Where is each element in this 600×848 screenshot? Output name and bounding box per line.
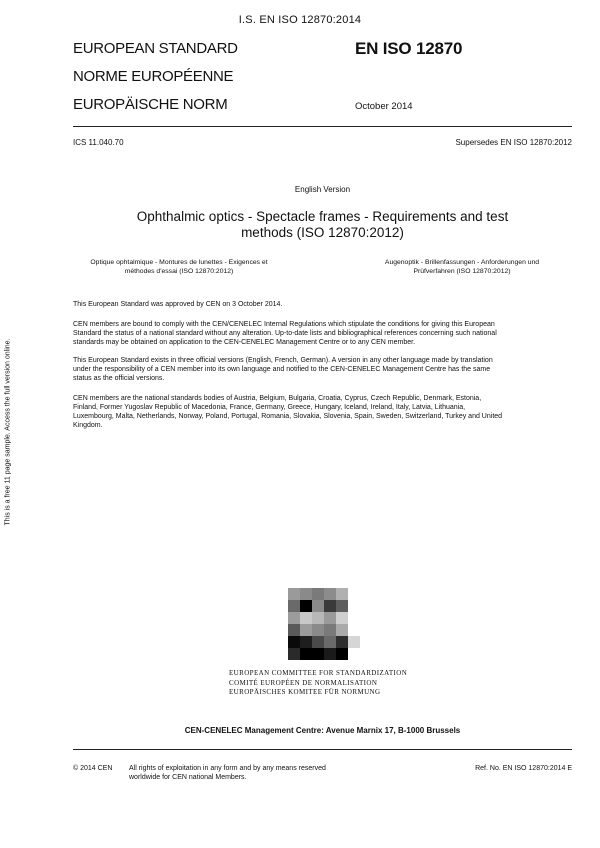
sample-side-note: [2, 322, 14, 542]
paragraph-members: [73, 394, 572, 430]
logo-tile: [336, 600, 348, 612]
logo-tile: [336, 588, 348, 600]
committee-name-en: EUROPEAN COMMITTEE FOR STANDARDIZATION: [229, 669, 408, 677]
title-french-line-1: Optique ophtalmique - Montures de lunettes - Exigences et: [90, 259, 268, 266]
logo-tile: [300, 600, 312, 612]
logo-tile: [300, 648, 312, 660]
paragraph-compliance: [73, 320, 572, 347]
title-german-line-1: Augenoptik - Brillenfassungen - Anforderungen und: [384, 259, 540, 266]
logo-tile: [348, 624, 360, 636]
document-title: [100, 209, 545, 241]
paragraph-line: CEN members are the national standards bodies of Austria, Belgium, Bulgaria, Croatia, Cyprus, Czech Republic, Denmark, Estonia,: [73, 395, 482, 402]
logo-tile: [288, 636, 300, 648]
sample-side-note-text: This is a free 11 page sample. Access the full version online.: [4, 338, 12, 526]
logo-tile: [336, 636, 348, 648]
logo-tile: [312, 636, 324, 648]
reference-number: Ref. No. EN ISO 12870:2014 E: [475, 765, 572, 772]
logo-tile: [324, 612, 336, 624]
paragraph-line: CEN members are bound to comply with the CEN/CENELEC Internal Regulations which stipulate the conditions for giving this European: [73, 321, 495, 328]
logo-tile: [312, 588, 324, 600]
committee-name-de: EUROPÄISCHES KOMITEE FÜR NORMUNG: [229, 688, 381, 696]
logo-tile: [348, 588, 360, 600]
logo-tile: [300, 588, 312, 600]
logo-tile: [324, 624, 336, 636]
logo-tile: [312, 624, 324, 636]
title-french-line-2: méthodes d'essai (ISO 12870:2012): [124, 268, 234, 275]
approval-statement: This European Standard was approved by CEN on 3 October 2014.: [73, 301, 283, 308]
logo-tile: [348, 612, 360, 624]
standard-title-de: EUROPÄISCHE NORM: [73, 96, 228, 113]
rights-line-1: All rights of exploitation in any form and by any means reserved: [129, 765, 326, 772]
paragraph-line: Kingdom.: [73, 422, 103, 429]
cen-logo: [288, 588, 372, 660]
paragraph-line: Luxembourg, Malta, Netherlands, Norway, Poland, Portugal, Romania, Slovakia, Slovenia, Spain, Sweden, Switzerland, Turkey and United: [73, 413, 503, 420]
cen-logo-mosaic: [288, 588, 372, 660]
logo-tile: [288, 624, 300, 636]
committee-names: [229, 669, 429, 698]
logo-tile: [324, 648, 336, 660]
publication-date: October 2014: [355, 101, 413, 112]
management-centre-address: CEN-CENELEC Management Centre: Avenue Marnix 17, B-1000 Brussels: [184, 726, 461, 735]
paragraph-line: status as the official versions.: [73, 375, 165, 382]
paragraph-line: Standard the status of a national standard without any alteration. Up-to-date lists and bibliographical references concerning such national: [73, 330, 497, 337]
logo-tile: [336, 624, 348, 636]
ics-code: ICS 11.040.70: [73, 138, 124, 147]
divider-top: [73, 126, 572, 127]
copyright-notice: © 2014 CEN: [73, 765, 113, 772]
rights-notice: [129, 764, 389, 782]
logo-tile: [312, 612, 324, 624]
version-label: English Version: [294, 185, 351, 194]
logo-tile: [300, 624, 312, 636]
title-line-2: methods (ISO 12870:2012): [241, 225, 404, 240]
committee-name-fr: COMITÉ EUROPÉEN DE NORMALISATION: [229, 678, 378, 687]
logo-tile: [288, 612, 300, 624]
rights-line-2: worldwide for CEN national Members.: [129, 774, 247, 781]
standard-title-en: EUROPEAN STANDARD: [73, 40, 238, 57]
paragraph-line: Finland, Former Yugoslav Republic of Macedonia, France, Germany, Greece, Hungary, Iceland, Ireland, Italy, Latvia, Lithuania,: [73, 404, 466, 411]
logo-tile: [348, 600, 360, 612]
logo-tile: [336, 612, 348, 624]
logo-tile: [324, 588, 336, 600]
logo-tile: [312, 600, 324, 612]
standard-number: EN ISO 12870: [355, 39, 463, 58]
supersedes-note: Supersedes EN ISO 12870:2012: [455, 138, 572, 147]
logo-tile: [300, 636, 312, 648]
logo-tile: [348, 648, 360, 660]
standard-title-fr: NORME EUROPÉENNE: [73, 68, 234, 85]
title-french: [73, 258, 285, 276]
logo-tile: [300, 612, 312, 624]
divider-bottom: [73, 749, 572, 750]
logo-tile: [288, 648, 300, 660]
logo-tile: [288, 600, 300, 612]
paragraph-versions: [73, 356, 572, 383]
title-german-line-2: Prüfverfahren (ISO 12870:2012): [413, 268, 511, 275]
title-line-1: Ophthalmic optics - Spectacle frames - Requirements and test: [136, 209, 509, 224]
logo-tile: [336, 648, 348, 660]
title-german: [356, 258, 568, 276]
logo-tile: [324, 600, 336, 612]
logo-tile: [324, 636, 336, 648]
logo-tile: [312, 648, 324, 660]
paragraph-line: This European Standard exists in three official versions (English, French, German). A version in any other language made by translation: [73, 357, 493, 364]
logo-tile: [348, 636, 360, 648]
paragraph-line: standards may be obtained on application to the CEN-CENELEC Management Centre or to any CEN member.: [73, 339, 416, 346]
logo-tile: [288, 588, 300, 600]
paragraph-line: under the responsibility of a CEN member into its own language and notified to the CEN-CENELEC Management Centre has the same: [73, 366, 491, 373]
document-id: I.S. EN ISO 12870:2014: [238, 14, 362, 26]
